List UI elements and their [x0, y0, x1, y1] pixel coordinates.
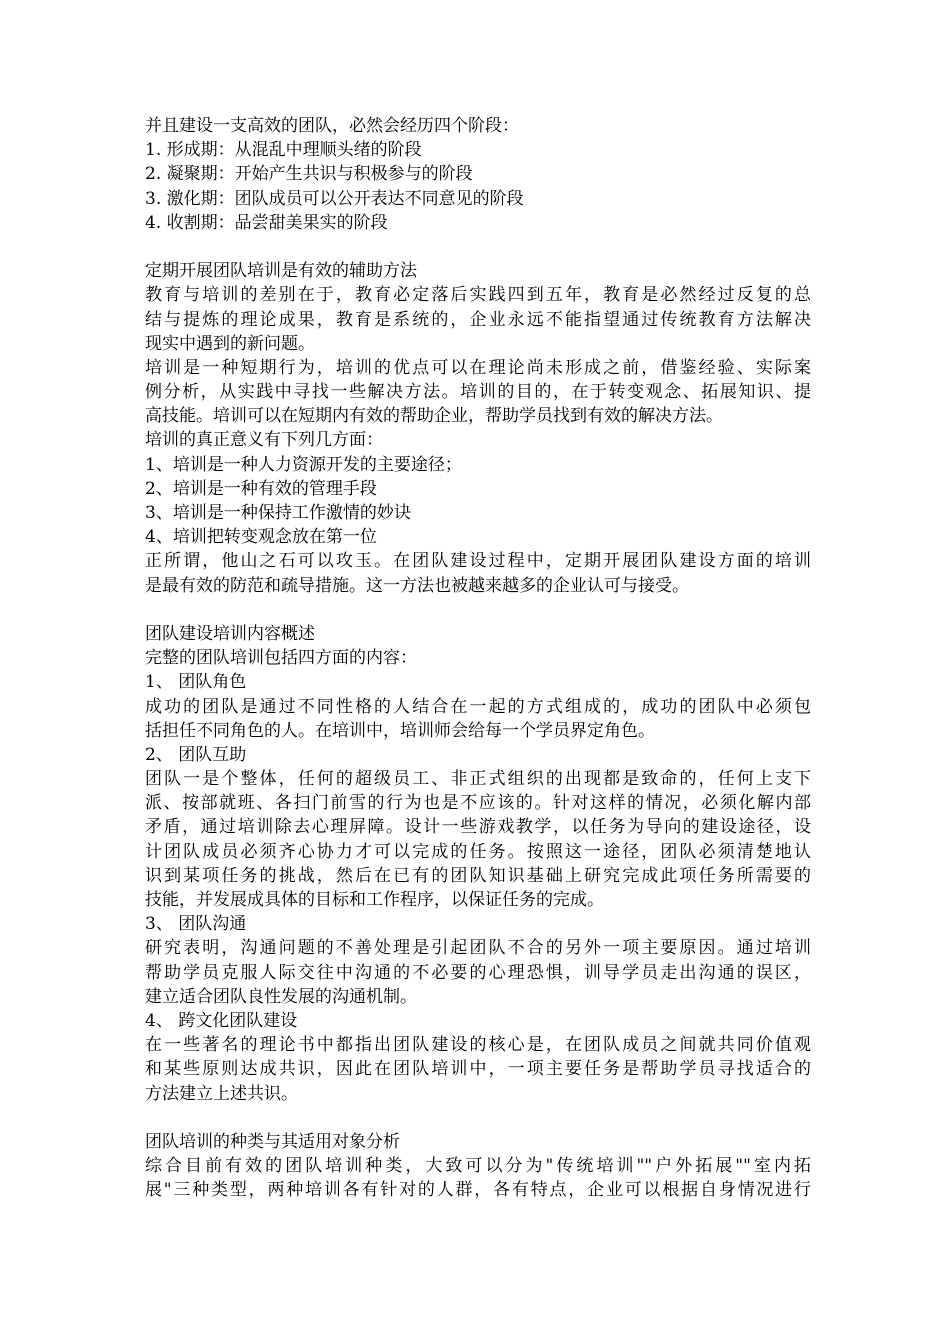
- paragraph-line: 帮助学员克服人际交往中沟通的不必要的心理恐惧，训导学员走出沟通的误区，: [145, 962, 811, 983]
- paragraph-line: 研究表明，沟通问题的不善处理是引起团队不合的另外一项主要原因。通过培训: [145, 938, 811, 959]
- spacer: [145, 1106, 811, 1130]
- paragraph-line: 建立适合团队良性发展的沟通机制。: [145, 986, 417, 1007]
- paragraph-line: 培训是一种短期行为，培训的优点可以在理论尚未形成之前，借鉴经验、实际案: [145, 357, 811, 378]
- paragraph-line: 结与提炼的理论成果，教育是系统的，企业永远不能指望通过传统教育方法解决: [145, 309, 811, 330]
- content-item-title: 3、 团队沟通: [145, 914, 247, 935]
- paragraph-line: 是最有效的防范和疏导措施。这一方法也被越来越多的企业认可与接受。: [145, 575, 689, 596]
- paragraph-line: 括担任不同角色的人。在培训中，培训师会给每一个学员界定角色。: [145, 720, 655, 741]
- document-page: [145, 114, 811, 1202]
- paragraph-line: 方法建立上述共识。: [145, 1083, 298, 1104]
- paragraph-line: 现实中遇到的新问题。: [145, 333, 315, 354]
- paragraph-line: 高技能。培训可以在短期内有效的帮助企业，帮助学员找到有效的解决方法。: [145, 406, 723, 427]
- section-heading: 团队培训的种类与其适用对象分析: [145, 1131, 400, 1152]
- paragraph-line: 教育与培训的差别在于，教育必定落后实践四到五年，教育是必然经过反复的总: [145, 285, 811, 306]
- spacer: [145, 598, 811, 622]
- paragraph-line: 计团队成员必须齐心协力才可以完成的任务。按照这一途径，团队必须清楚地认: [145, 841, 811, 862]
- section-heading: 定期开展团队培训是有效的辅助方法: [145, 261, 417, 282]
- meaning-intro: 培训的真正意义有下列几方面：: [145, 430, 383, 451]
- paragraph-line: 综合目前有效的团队培训种类，大致可以分为"传统培训""户外拓展""室内拓: [145, 1156, 811, 1177]
- paragraph-line: 派、按部就班、各扫门前雪的行为也是不应该的。针对这样的情况，必须化解内部: [145, 793, 811, 814]
- meaning-item: 4、培训把转变观念放在第一位: [145, 527, 377, 548]
- paragraph-line: 技能，并发展成具体的目标和工作程序，以保证任务的完成。: [145, 890, 604, 910]
- meaning-item: 3、培训是一种保持工作激情的妙诀: [145, 503, 411, 523]
- paragraph-line: 展"三种类型，两种培训各有针对的人群，各有特点，企业可以根据自身情况进行: [145, 1180, 811, 1201]
- content-item-title: 1、 团队角色: [145, 672, 247, 693]
- paragraph-line: 正所谓，他山之石可以攻玉。在团队建设过程中，定期开展团队建设方面的培训: [145, 551, 811, 572]
- paragraph-line: 和某些原则达成共识，因此在团队培训中，一项主要任务是帮助学员寻找适合的: [145, 1059, 811, 1080]
- paragraph-line: 识到某项任务的挑战，然后在已有的团队知识基础上研究完成此项任务所需要的: [145, 865, 811, 886]
- paragraph-line: 成功的团队是通过不同性格的人结合在一起的方式组成的，成功的团队中必须包: [145, 696, 811, 717]
- paragraph-line: 团队一是个整体，任何的超级员工、非正式组织的出现都是致命的，任何上支下: [145, 769, 811, 790]
- content-intro: 完整的团队培训包括四方面的内容：: [145, 648, 417, 669]
- content-item-title: 2、 团队互助: [145, 744, 247, 765]
- section-heading: 团队建设培训内容概述: [145, 623, 315, 644]
- paragraph-line: 矛盾，通过培训除去心理屏障。设计一些游戏教学，以任务为导向的建设途径，设: [145, 817, 811, 838]
- spacer: [145, 235, 811, 259]
- meaning-item: 2、培训是一种有效的管理手段: [145, 478, 377, 499]
- stage-item: 4. 收割期：品尝甜美果实的阶段: [145, 212, 388, 233]
- meaning-item: 1、培训是一种人力资源开发的主要途径；: [145, 454, 462, 475]
- paragraph-line: 在一些著名的理论书中都指出团队建设的核心是，在团队成员之间就共同价值观: [145, 1035, 811, 1056]
- paragraph-line: 例分析，从实践中寻找一些解决方法。培训的目的，在于转变观念、拓展知识、提: [145, 382, 811, 403]
- stages-intro: 并且建设一支高效的团队，必然会经历四个阶段：: [145, 116, 519, 136]
- stage-item: 1. 形成期：从混乱中理顺头绪的阶段: [145, 140, 422, 161]
- content-item-title: 4、 跨文化团队建设: [145, 1010, 298, 1031]
- stage-item: 3. 激化期：团队成员可以公开表达不同意见的阶段: [145, 188, 524, 209]
- stage-item: 2. 凝聚期：开始产生共识与积极参与的阶段: [145, 164, 473, 185]
